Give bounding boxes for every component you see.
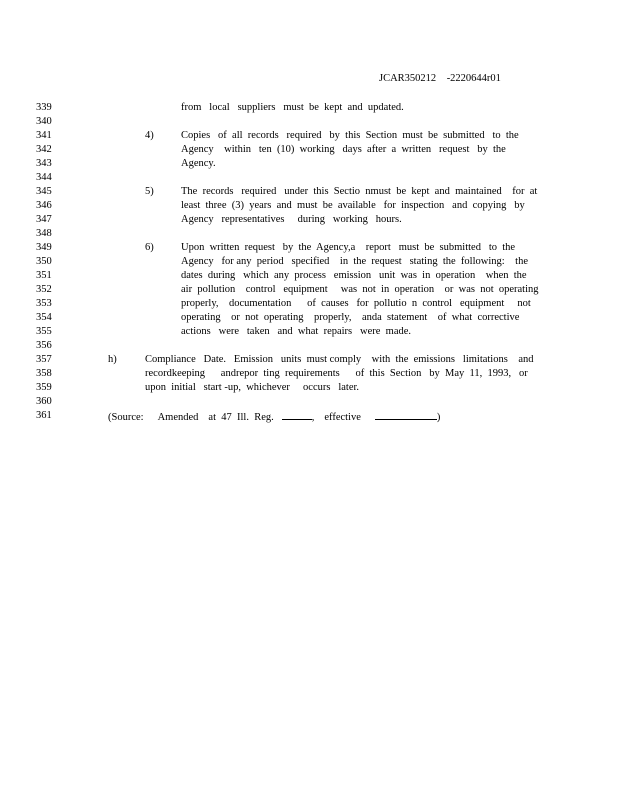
source-amended: Amended [157,412,199,423]
document-line [0,171,618,185]
line-text: operating or not operating properly, anda statement of what corrective [181,312,520,323]
document-line [0,185,618,199]
document-line [0,269,618,283]
line-text: Compliance Date. Emission units must comply with the emissions limitations and [145,354,534,365]
line-text: Agency for any period specified in the request stating the following: the [181,256,528,267]
line-number: 342 [36,144,52,155]
item-marker: h) [108,354,117,365]
document-line [0,409,618,423]
line-number: 352 [36,284,52,295]
document-line [0,143,618,157]
document-line [0,157,618,171]
line-number: 360 [36,396,52,407]
line-text: upon initial start -up, whichever occurs later. [145,382,360,393]
item-marker: 6) [145,242,154,253]
line-text: actions were taken and what repairs were made. [181,326,412,337]
line-number: 340 [36,116,52,127]
line-text: air pollution control equipment was not in operation or was not operating [181,284,539,295]
line-number: 357 [36,354,52,365]
doc-suffix: -2220644r01 [446,73,501,84]
line-text: dates during which any process emission unit was in operation when the [181,270,527,281]
line-number: 348 [36,228,52,239]
line-text: Copies of all records required by this Section must be submitted to the [181,130,519,141]
effective-date-blank[interactable] [375,409,437,420]
document-line [0,255,618,269]
line-number: 345 [36,186,52,197]
item-marker: 4) [145,130,154,141]
line-number: 349 [36,242,52,253]
source-note [108,409,440,425]
line-text: Agency. [181,158,216,169]
line-text: Agency representatives during working hours. [181,214,402,225]
document-line [0,367,618,381]
line-number: 347 [36,214,52,225]
line-number: 346 [36,200,52,211]
document-line [0,283,618,297]
source-open: (Source: [108,412,144,423]
line-number: 339 [36,102,52,113]
line-number: 341 [36,130,52,141]
line-text: Upon written request by the Agency,a report must be submitted to the [181,242,516,253]
document-line [0,213,618,227]
line-number: 359 [36,382,52,393]
document-line [0,311,618,325]
document-line [0,297,618,311]
line-number: 350 [36,256,52,267]
document-line [0,395,618,409]
item-marker: 5) [145,186,154,197]
line-number: 356 [36,340,52,351]
line-number: 343 [36,158,52,169]
line-text: least three (3) years and must be available for inspection and copying by [181,200,525,211]
source-register: at 47 Ill. Reg. [208,412,274,423]
doc-id: JCAR350212 [379,73,437,84]
line-text: from local suppliers must be kept and updated. [181,102,404,113]
document-line [0,325,618,339]
line-text: Agency within ten (10) working days after a written request by the [181,144,506,155]
document-line [0,339,618,353]
source-comma: , [311,412,315,423]
line-text: The records required under this Sectio nmust be kept and maintained for at [181,186,538,197]
line-number: 353 [36,298,52,309]
document-line [0,353,618,367]
line-number: 358 [36,368,52,379]
document-line [0,227,618,241]
line-text: recordkeeping andrepor ting requirements of this Section by May 11, 1993, or [145,368,528,379]
line-number: 361 [36,410,52,421]
document-line [0,129,618,143]
document-line [0,101,618,115]
line-number: 355 [36,326,52,337]
source-effective: effective [324,412,361,423]
document-line [0,199,618,213]
document-line [0,381,618,395]
source-close: ) [436,412,441,423]
line-text: properly, documentation of causes for pollutio n control equipment not [181,298,531,309]
line-number: 354 [36,312,52,323]
line-number: 344 [36,172,52,183]
line-number: 351 [36,270,52,281]
register-page-blank[interactable] [282,409,312,420]
document-header-id [379,73,501,84]
document-line [0,115,618,129]
document-line [0,241,618,255]
